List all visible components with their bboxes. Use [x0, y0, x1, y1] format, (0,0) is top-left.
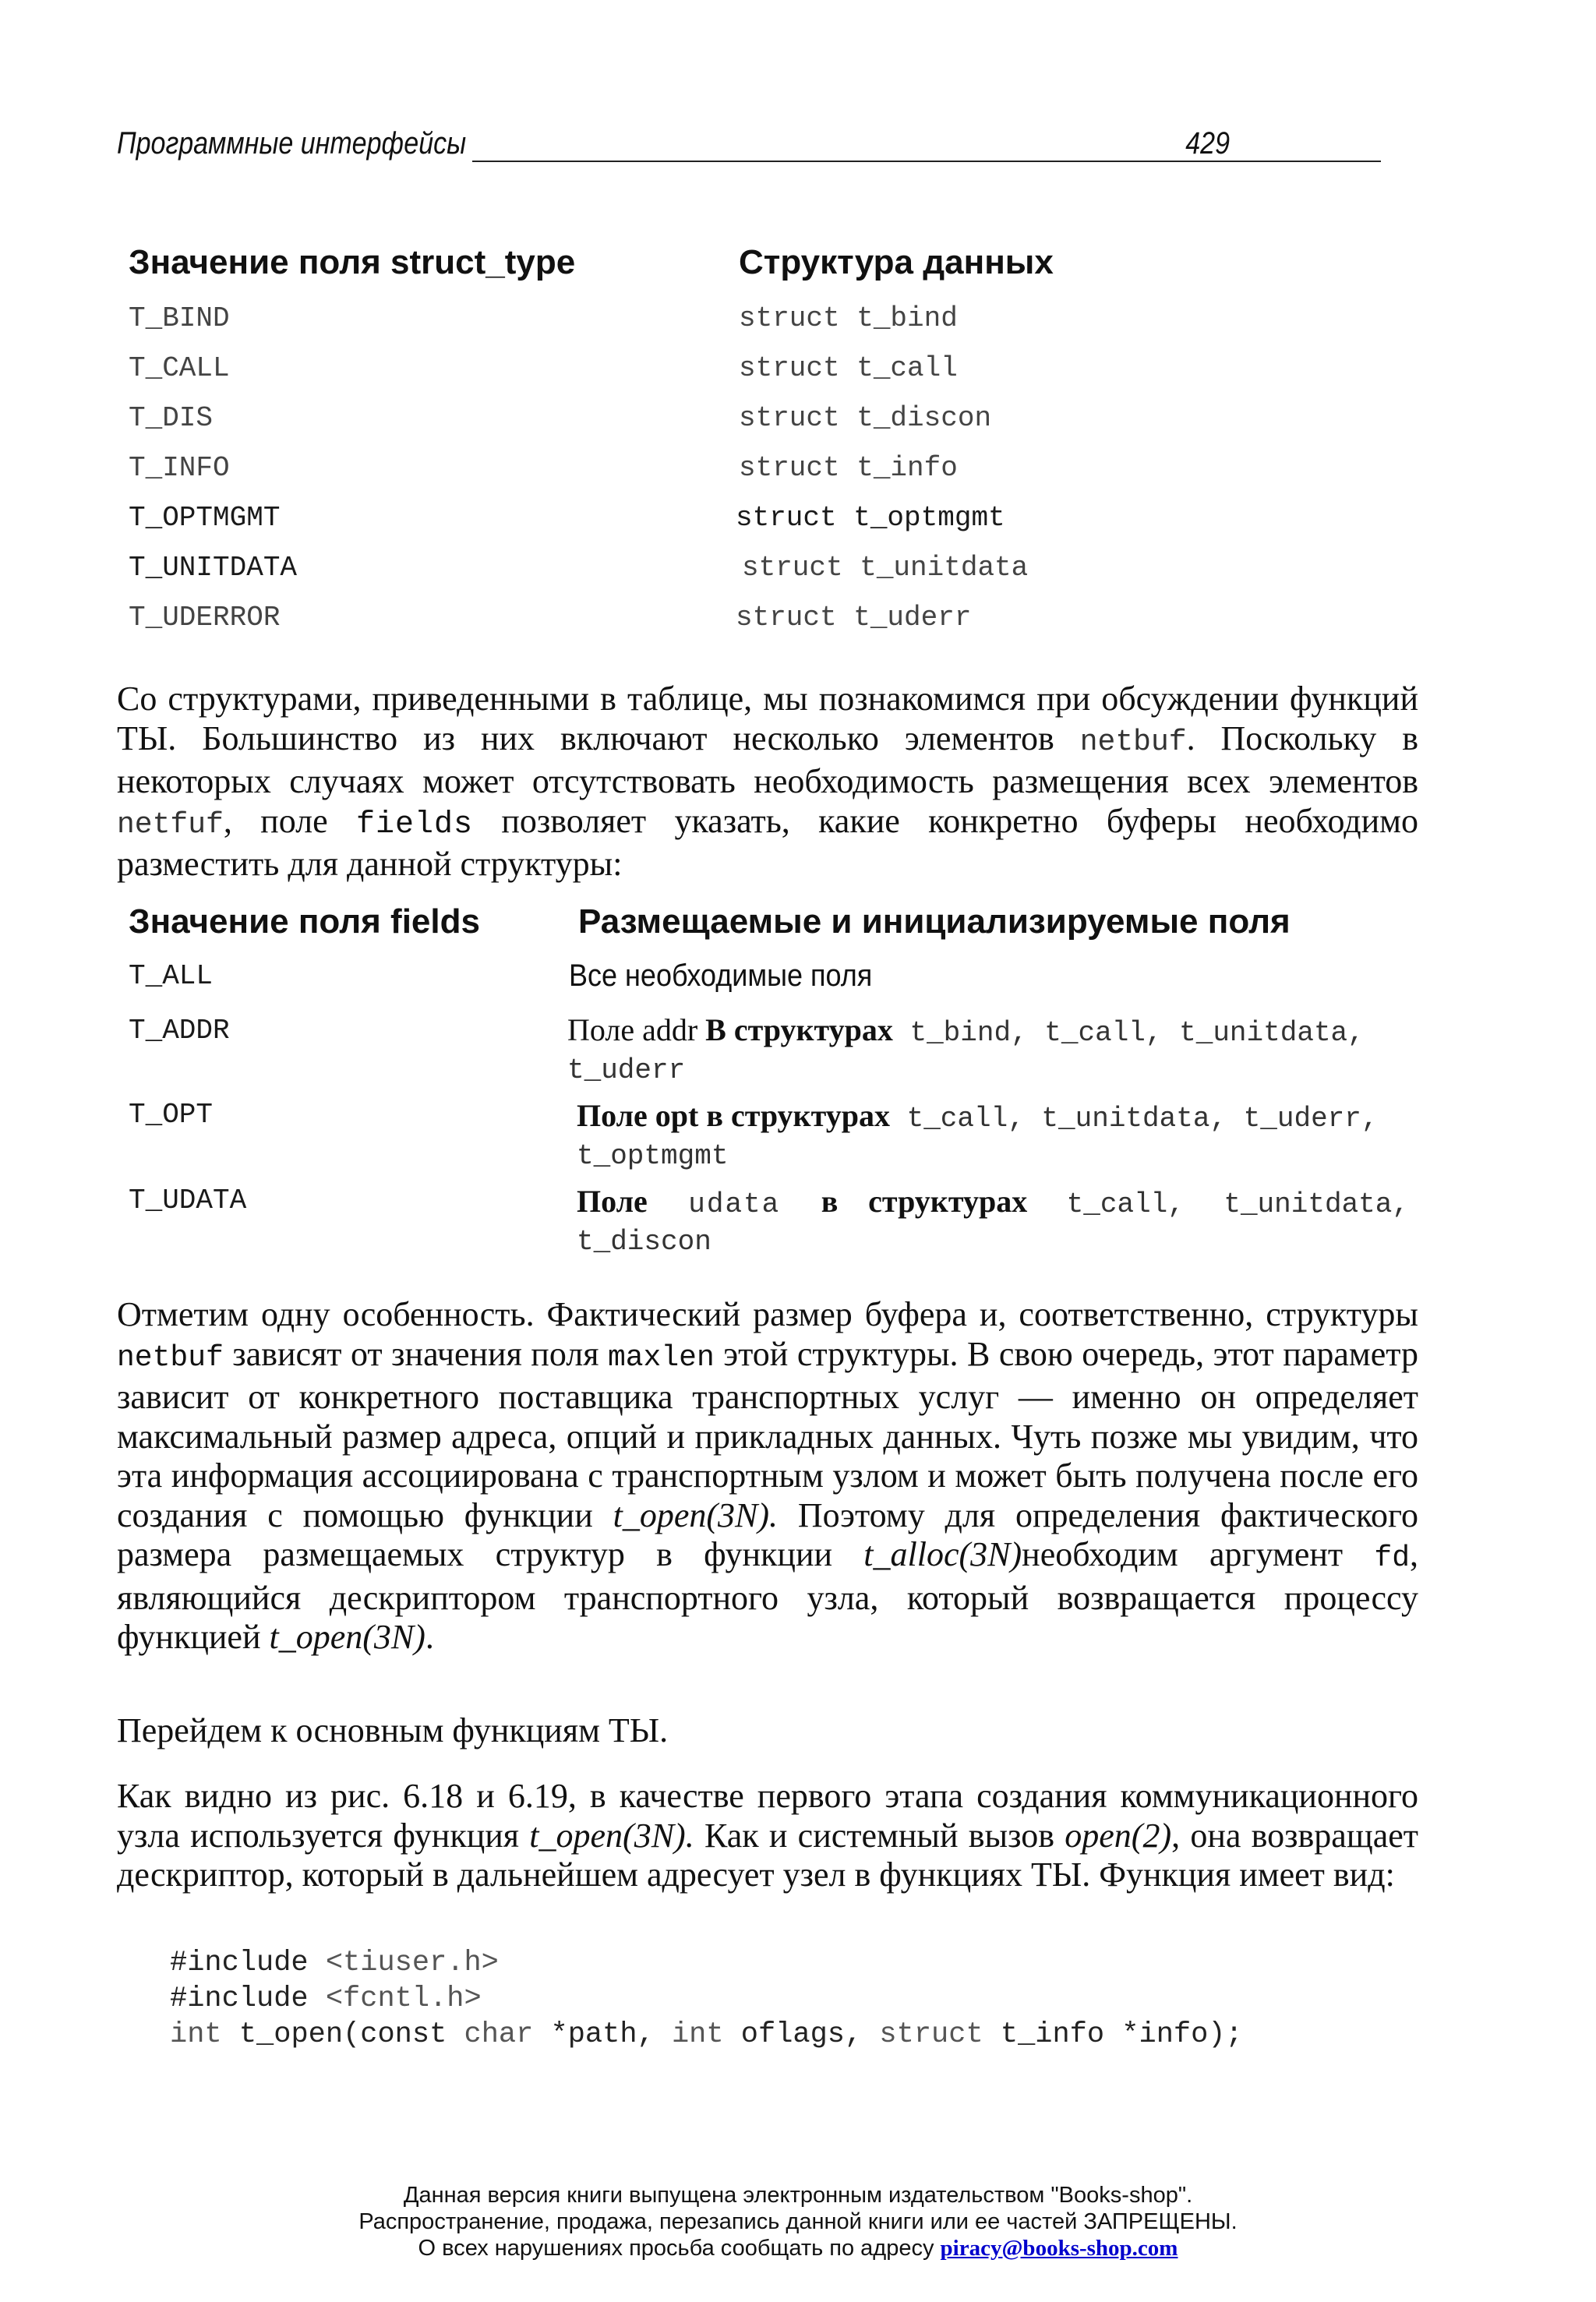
- struct-name: struct t_info: [739, 452, 958, 484]
- text-run: t_call, t_unitdata, t_uderr, t_optmgmt: [577, 1103, 1379, 1172]
- code-line: [170, 1982, 482, 2015]
- paragraph: [117, 680, 1418, 884]
- code-term: netbuf: [117, 1340, 224, 1375]
- code-term: fields: [355, 807, 473, 842]
- text-run: необходим аргумент: [1022, 1535, 1375, 1573]
- function-ref: t_open(3N).: [613, 1495, 778, 1534]
- code-term: netbuf: [1079, 725, 1187, 759]
- code-token: int: [170, 2018, 222, 2051]
- text-run: t_call, t_unitdata, t_discon: [577, 1188, 1409, 1258]
- table2-col2-header: Размещаемые и инициализируемые поля: [578, 902, 1291, 941]
- page-number: 429: [1185, 126, 1230, 161]
- struct-type-value: T_UNITDATA: [129, 552, 298, 584]
- code-block: [170, 1945, 1243, 2053]
- table1-col1-header: Значение поля struct_type: [129, 243, 576, 281]
- struct-type-value: T_INFO: [129, 452, 230, 484]
- text-run: Со структурами, приведенными в таблице, мы познакомимся при обсуждении функций ТЫ. Большинство из них включают несколько элементов: [117, 680, 1418, 757]
- footer-line: [0, 2235, 1596, 2261]
- text-run: t_bind, t_call, t_unitdata, t_uderr: [567, 1017, 1365, 1086]
- fields-value: T_ADDR: [129, 1015, 230, 1047]
- fields-description: [567, 1013, 1409, 1088]
- text-run: Поле opt в структурах: [577, 1098, 890, 1133]
- text-run: позволяет указать, какие конкретно буферы необходимо разместить для данной структуры:: [117, 801, 1419, 883]
- code-token: #include: [170, 1947, 309, 1979]
- running-header-title: Программные интерфейсы: [117, 126, 467, 161]
- fields-value: T_OPT: [129, 1099, 214, 1131]
- fields-description: Все необходимые поля: [569, 959, 873, 993]
- paragraph: [117, 1777, 1418, 1895]
- footer-line: Данная версия книги выпущена электронным издательством "Books-shop".: [403, 2183, 1193, 2208]
- struct-name: struct t_unitdata: [742, 552, 1029, 584]
- struct-name: struct t_optmgmt: [736, 502, 1005, 534]
- code-token: int: [671, 2018, 724, 2051]
- table1-col2-header: Структура данных: [739, 243, 1054, 281]
- function-ref: t_alloc(3N): [863, 1535, 1022, 1573]
- code-token: <tiuser.h>: [308, 1947, 499, 1979]
- struct-type-value: T_UDERROR: [129, 602, 281, 634]
- struct-name: struct t_call: [739, 352, 958, 384]
- code-line: [170, 2018, 1243, 2051]
- text-run: зависят от значения поля: [223, 1334, 608, 1373]
- fields-value: T_ALL: [129, 960, 214, 992]
- text-run: Как и системный вызов: [694, 1816, 1065, 1855]
- code-term: maxlen: [607, 1340, 715, 1375]
- paragraph: Перейдем к основным функциям ТЫ.: [117, 1711, 669, 1749]
- code-token: <fcntl.h>: [308, 1982, 482, 2015]
- text-run: .: [425, 1618, 434, 1656]
- text-run: Поле: [577, 1184, 648, 1219]
- footer-line: Распространение, продажа, перезапись данной книги или ее частей ЗАПРЕЩЕНЫ.: [358, 2209, 1238, 2234]
- table2-col1-header: Значение поля fields: [129, 902, 480, 941]
- footer-text: О всех нарушениях просьба сообщать по адресу: [418, 2236, 941, 2261]
- fields-value: T_UDATA: [129, 1185, 247, 1216]
- paragraph: [117, 1295, 1418, 1658]
- code-line: [170, 1947, 499, 1979]
- text-run: Как видно из рис. 6.18 и 6.19, в качестве первого этапа создания коммуникационного узла используется функция: [117, 1777, 1418, 1855]
- code-token: struct: [879, 2018, 983, 2051]
- text-run: . Поскольку в некоторых случаях может отсутствовать необходимость размещения всех элементов: [117, 718, 1418, 800]
- fields-description: [577, 1099, 1409, 1174]
- text-run: этой структуры. В свою очередь, этот параметр зависит от конкретного поставщика транспортных услуг — именно он определяет максимальный размер адреса, опций и прикладных данных. Чуть позже мы увидим, что эта информация ассоциирована с транспортным узлом и может быть получена после его создания с помощью функции: [117, 1334, 1418, 1534]
- struct-type-value: T_BIND: [129, 302, 230, 334]
- struct-type-value: T_DIS: [129, 402, 214, 434]
- text-run: Поле addr: [567, 1012, 706, 1047]
- text-run: , она возвращает дескриптор, который в дальнейшем адресует узел в функциях ТЫ. Функция имеет вид:: [117, 1816, 1419, 1894]
- fields-description: [577, 1185, 1409, 1259]
- function-ref: t_open(3N).: [529, 1816, 694, 1855]
- header-rule: [472, 161, 1381, 162]
- struct-type-value: T_OPTMGMT: [129, 502, 281, 534]
- function-ref: t_open(3N): [269, 1618, 425, 1656]
- text-run: Отметим одну особенность. Фактический размер буфера и, соответственно, структуры: [117, 1295, 1418, 1333]
- code-token: *path,: [533, 2018, 672, 2051]
- struct-name: struct t_uderr: [736, 602, 972, 634]
- code-token: char: [464, 2018, 534, 2051]
- code-token: #include: [170, 1982, 309, 2015]
- code-token: oflags,: [723, 2018, 880, 2051]
- code-token: t_info *info);: [983, 2018, 1243, 2051]
- piracy-email-link[interactable]: piracy@books-shop.com: [940, 2236, 1178, 2261]
- function-ref: open(2): [1065, 1816, 1172, 1855]
- code-term: fd: [1374, 1541, 1411, 1575]
- text-run: , поле: [223, 801, 356, 840]
- text-run: , являющийся дескриптором транспортного узла, который возвращается процессу функцией: [117, 1535, 1419, 1656]
- struct-type-value: T_CALL: [129, 352, 230, 384]
- footer-notice: [0, 2182, 1596, 2261]
- text-run: Поэтому для определения фактического размера размещаемых структур в функции: [117, 1495, 1418, 1573]
- code-term: netfuf: [117, 807, 224, 842]
- text-run: в структурах: [821, 1184, 1028, 1219]
- struct-name: struct t_discon: [739, 402, 992, 434]
- text-run: В структурах: [705, 1012, 893, 1047]
- struct-name: struct t_bind: [739, 302, 958, 334]
- text-run: udata: [647, 1188, 821, 1220]
- code-token: t_open(const: [221, 2018, 464, 2051]
